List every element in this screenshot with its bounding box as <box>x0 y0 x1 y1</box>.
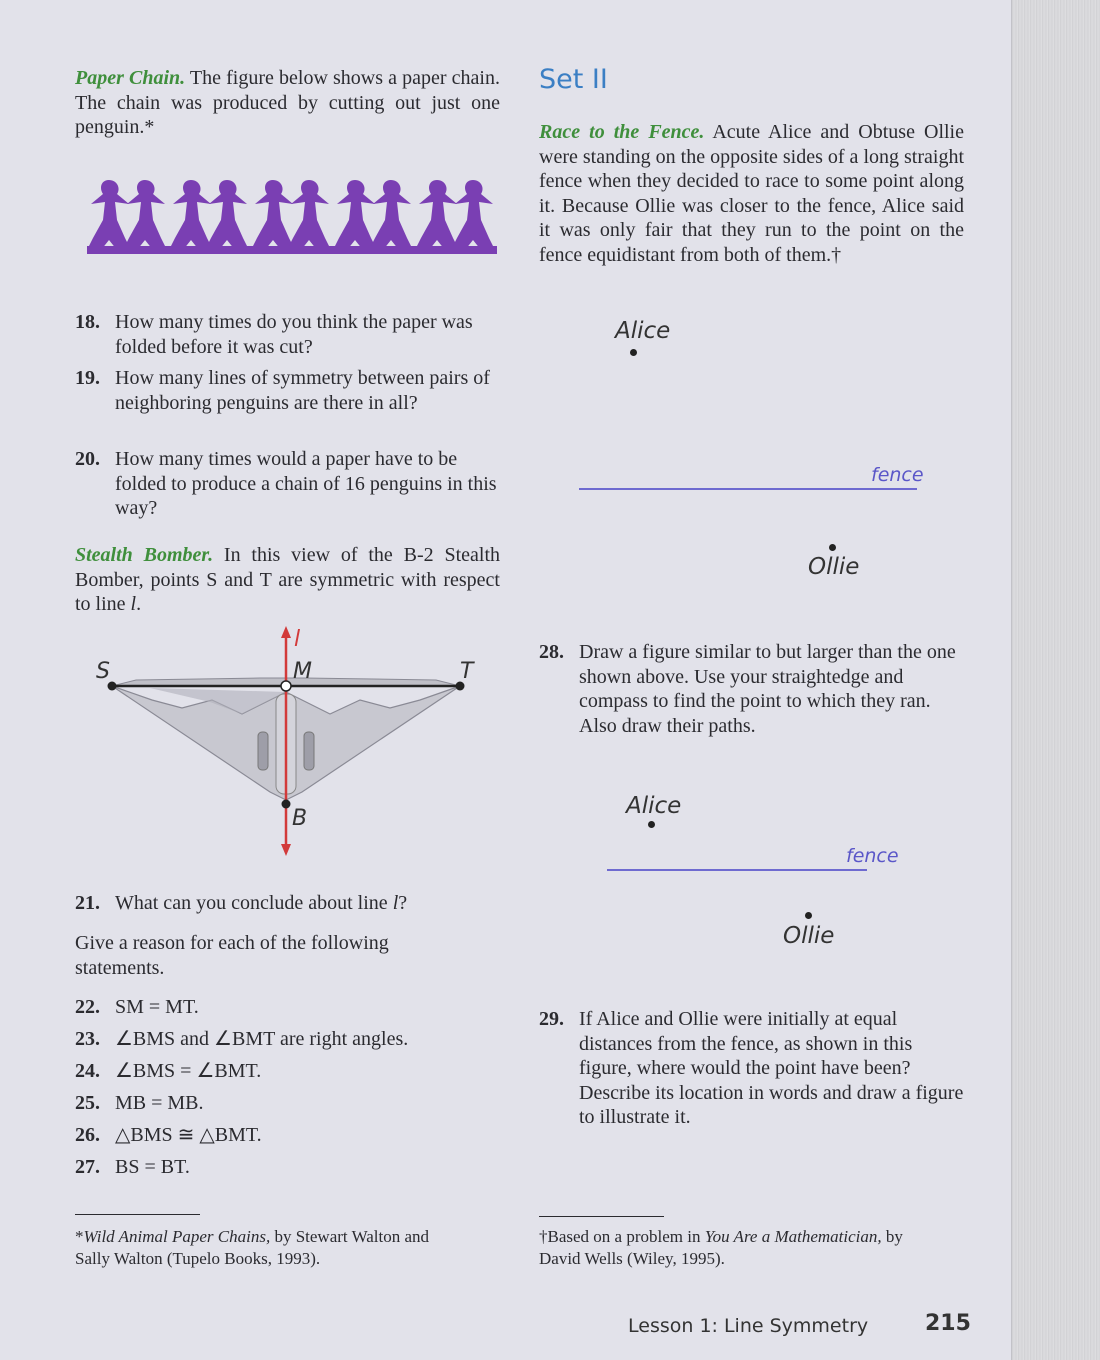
fig1-fence-line <box>579 488 917 490</box>
label-B: B <box>292 806 308 831</box>
question-21-text: What can you conclude about line <box>115 892 393 914</box>
statement-item-text: MB = MB. <box>115 1092 204 1114</box>
penguin-shape <box>287 180 331 250</box>
stealth-end: . <box>136 593 142 615</box>
statement-item-text: SM = MT. <box>115 996 199 1018</box>
footnote-rest1: by Stewart Walton and <box>270 1227 430 1246</box>
race-paragraph <box>539 120 964 267</box>
question-28-number: 28. <box>539 641 564 663</box>
statement-item-number: 23. <box>75 1028 100 1050</box>
fig1-fence-label: fence <box>871 464 924 486</box>
statement-item-text: BS = BT. <box>115 1156 190 1178</box>
fig1-ollie-dot <box>829 544 836 551</box>
footnote-right-mark: † <box>539 1227 548 1246</box>
footnote-left <box>75 1226 500 1270</box>
question-21-number: 21. <box>75 892 100 914</box>
stealth-line-var: l <box>130 593 137 615</box>
statement-item-number: 25. <box>75 1092 100 1114</box>
penguin-shape <box>123 180 167 250</box>
footnote-rule <box>75 1214 200 1215</box>
statement-item-text: ∠BMS = ∠BMT. <box>115 1060 262 1082</box>
paper-chain-text: The figure below shows a paper chain. The chain was produced by cutting out just one penguin.* <box>75 67 500 138</box>
question-21 <box>75 891 500 916</box>
fig2-fence-line <box>607 869 867 871</box>
fig2-fence-label: fence <box>846 845 899 867</box>
statement-item-number: 26. <box>75 1124 100 1146</box>
question-item-text: How many times do you think the paper was folded before it was cut? <box>115 311 473 358</box>
statement-item-number: 27. <box>75 1156 100 1178</box>
question-29-number: 29. <box>539 1008 564 1030</box>
stealth-paragraph <box>75 543 500 617</box>
instructions-text: Give a reason for each of the following statements. <box>75 932 389 979</box>
statement-item-2 <box>75 1059 500 1084</box>
statement-item-text: △BMS ≅ △BMT. <box>115 1124 262 1146</box>
question-21-end: ? <box>398 892 408 914</box>
penguin-shape <box>205 180 249 250</box>
race-heading: Race to the Fence. <box>539 121 705 143</box>
statement-item-text: ∠BMS and ∠BMT are right angles. <box>115 1028 409 1050</box>
footnote-right <box>539 1226 964 1270</box>
question-item-text: How many times would a paper have to be folded to produce a chain of 16 penguins in this way? <box>115 448 497 519</box>
footnote-rest2: Sally Walton (Tupelo Books, 1993). <box>75 1249 321 1268</box>
fig1-alice-dot <box>630 349 637 356</box>
question-item-2 <box>75 447 500 521</box>
penguin-shape <box>169 180 213 250</box>
stealth-heading: Stealth Bomber. <box>75 544 214 566</box>
footnote-right-title: You Are a Mathematician, <box>704 1227 882 1246</box>
penguin-shape <box>251 180 295 250</box>
race-text: Acute Alice and Obtuse Ollie were standing on the opposite sides of a long straight fence when they decided to race to some point along it. Because Ollie was closer to the fence, Alice said it was only fair that they run to the point on the fence equidistant from both of them.† <box>539 121 964 266</box>
statement-item-4 <box>75 1123 500 1148</box>
stealth-text: In this view of the B-2 Stealth Bomber, points S and T are symmetric with respect to line <box>75 544 501 615</box>
set-title: Set II <box>539 64 608 95</box>
fig1-alice-label: Alice <box>615 318 671 344</box>
fig2-ollie-dot <box>805 912 812 919</box>
question-item-number: 18. <box>75 311 100 333</box>
statement-item-3 <box>75 1091 500 1116</box>
question-28-text: Draw a figure similar to but larger than the one shown above. Use your straightedge and compass to find the point to which they ran. Also draw their paths. <box>579 641 956 737</box>
label-T: T <box>460 659 474 684</box>
statement-item-0 <box>75 995 500 1020</box>
penguin-shape <box>333 180 377 250</box>
penguin-chain-figure <box>87 176 502 258</box>
question-item-1 <box>75 366 500 415</box>
statement-item-5 <box>75 1155 500 1180</box>
statement-item-1 <box>75 1027 500 1052</box>
label-M: M <box>293 659 312 684</box>
question-item-number: 19. <box>75 367 100 389</box>
question-28 <box>539 640 964 738</box>
question-item-0 <box>75 310 500 359</box>
fig1-ollie-label: Ollie <box>808 554 860 580</box>
label-l: l <box>294 627 301 652</box>
fig2-alice-label: Alice <box>626 793 682 819</box>
fig2-alice-dot <box>648 821 655 828</box>
paper-chain-heading: Paper Chain. <box>75 67 186 89</box>
lesson-title: Lesson 1: Line Symmetry <box>628 1315 869 1337</box>
footnote-right-text1: Based on a problem in <box>547 1227 705 1246</box>
penguin-shape <box>415 180 459 250</box>
label-S: S <box>96 659 110 684</box>
footnote-rule-right <box>539 1216 664 1217</box>
question-21-var: l <box>392 892 399 914</box>
penguin-shape <box>369 180 413 250</box>
question-29 <box>539 1007 964 1130</box>
question-item-text: How many lines of symmetry between pairs of neighboring penguins are there in all? <box>115 367 490 414</box>
question-29-text: If Alice and Ollie were initially at equal distances from the fence, as shown in this figure, where would the point have been? Describe its location in words and draw a figure to illustrate it. <box>579 1008 964 1128</box>
fig2-ollie-label: Ollie <box>783 923 835 949</box>
page-number: 215 <box>925 1311 971 1336</box>
statement-item-number: 22. <box>75 996 100 1018</box>
footnote-mark: * <box>75 1227 84 1246</box>
penguin-shape <box>87 180 131 250</box>
paper-chain-paragraph <box>75 66 500 140</box>
footnote-title: Wild Animal Paper Chains, <box>83 1227 271 1246</box>
question-item-number: 20. <box>75 448 100 470</box>
stealth-bomber-figure <box>90 622 490 862</box>
footnote-right-text2: by <box>881 1227 903 1246</box>
penguin-shape <box>451 180 495 250</box>
footnote-right-line2: David Wells (Wiley, 1995). <box>539 1249 725 1268</box>
page-edge <box>1011 0 1100 1360</box>
statement-item-number: 24. <box>75 1060 100 1082</box>
